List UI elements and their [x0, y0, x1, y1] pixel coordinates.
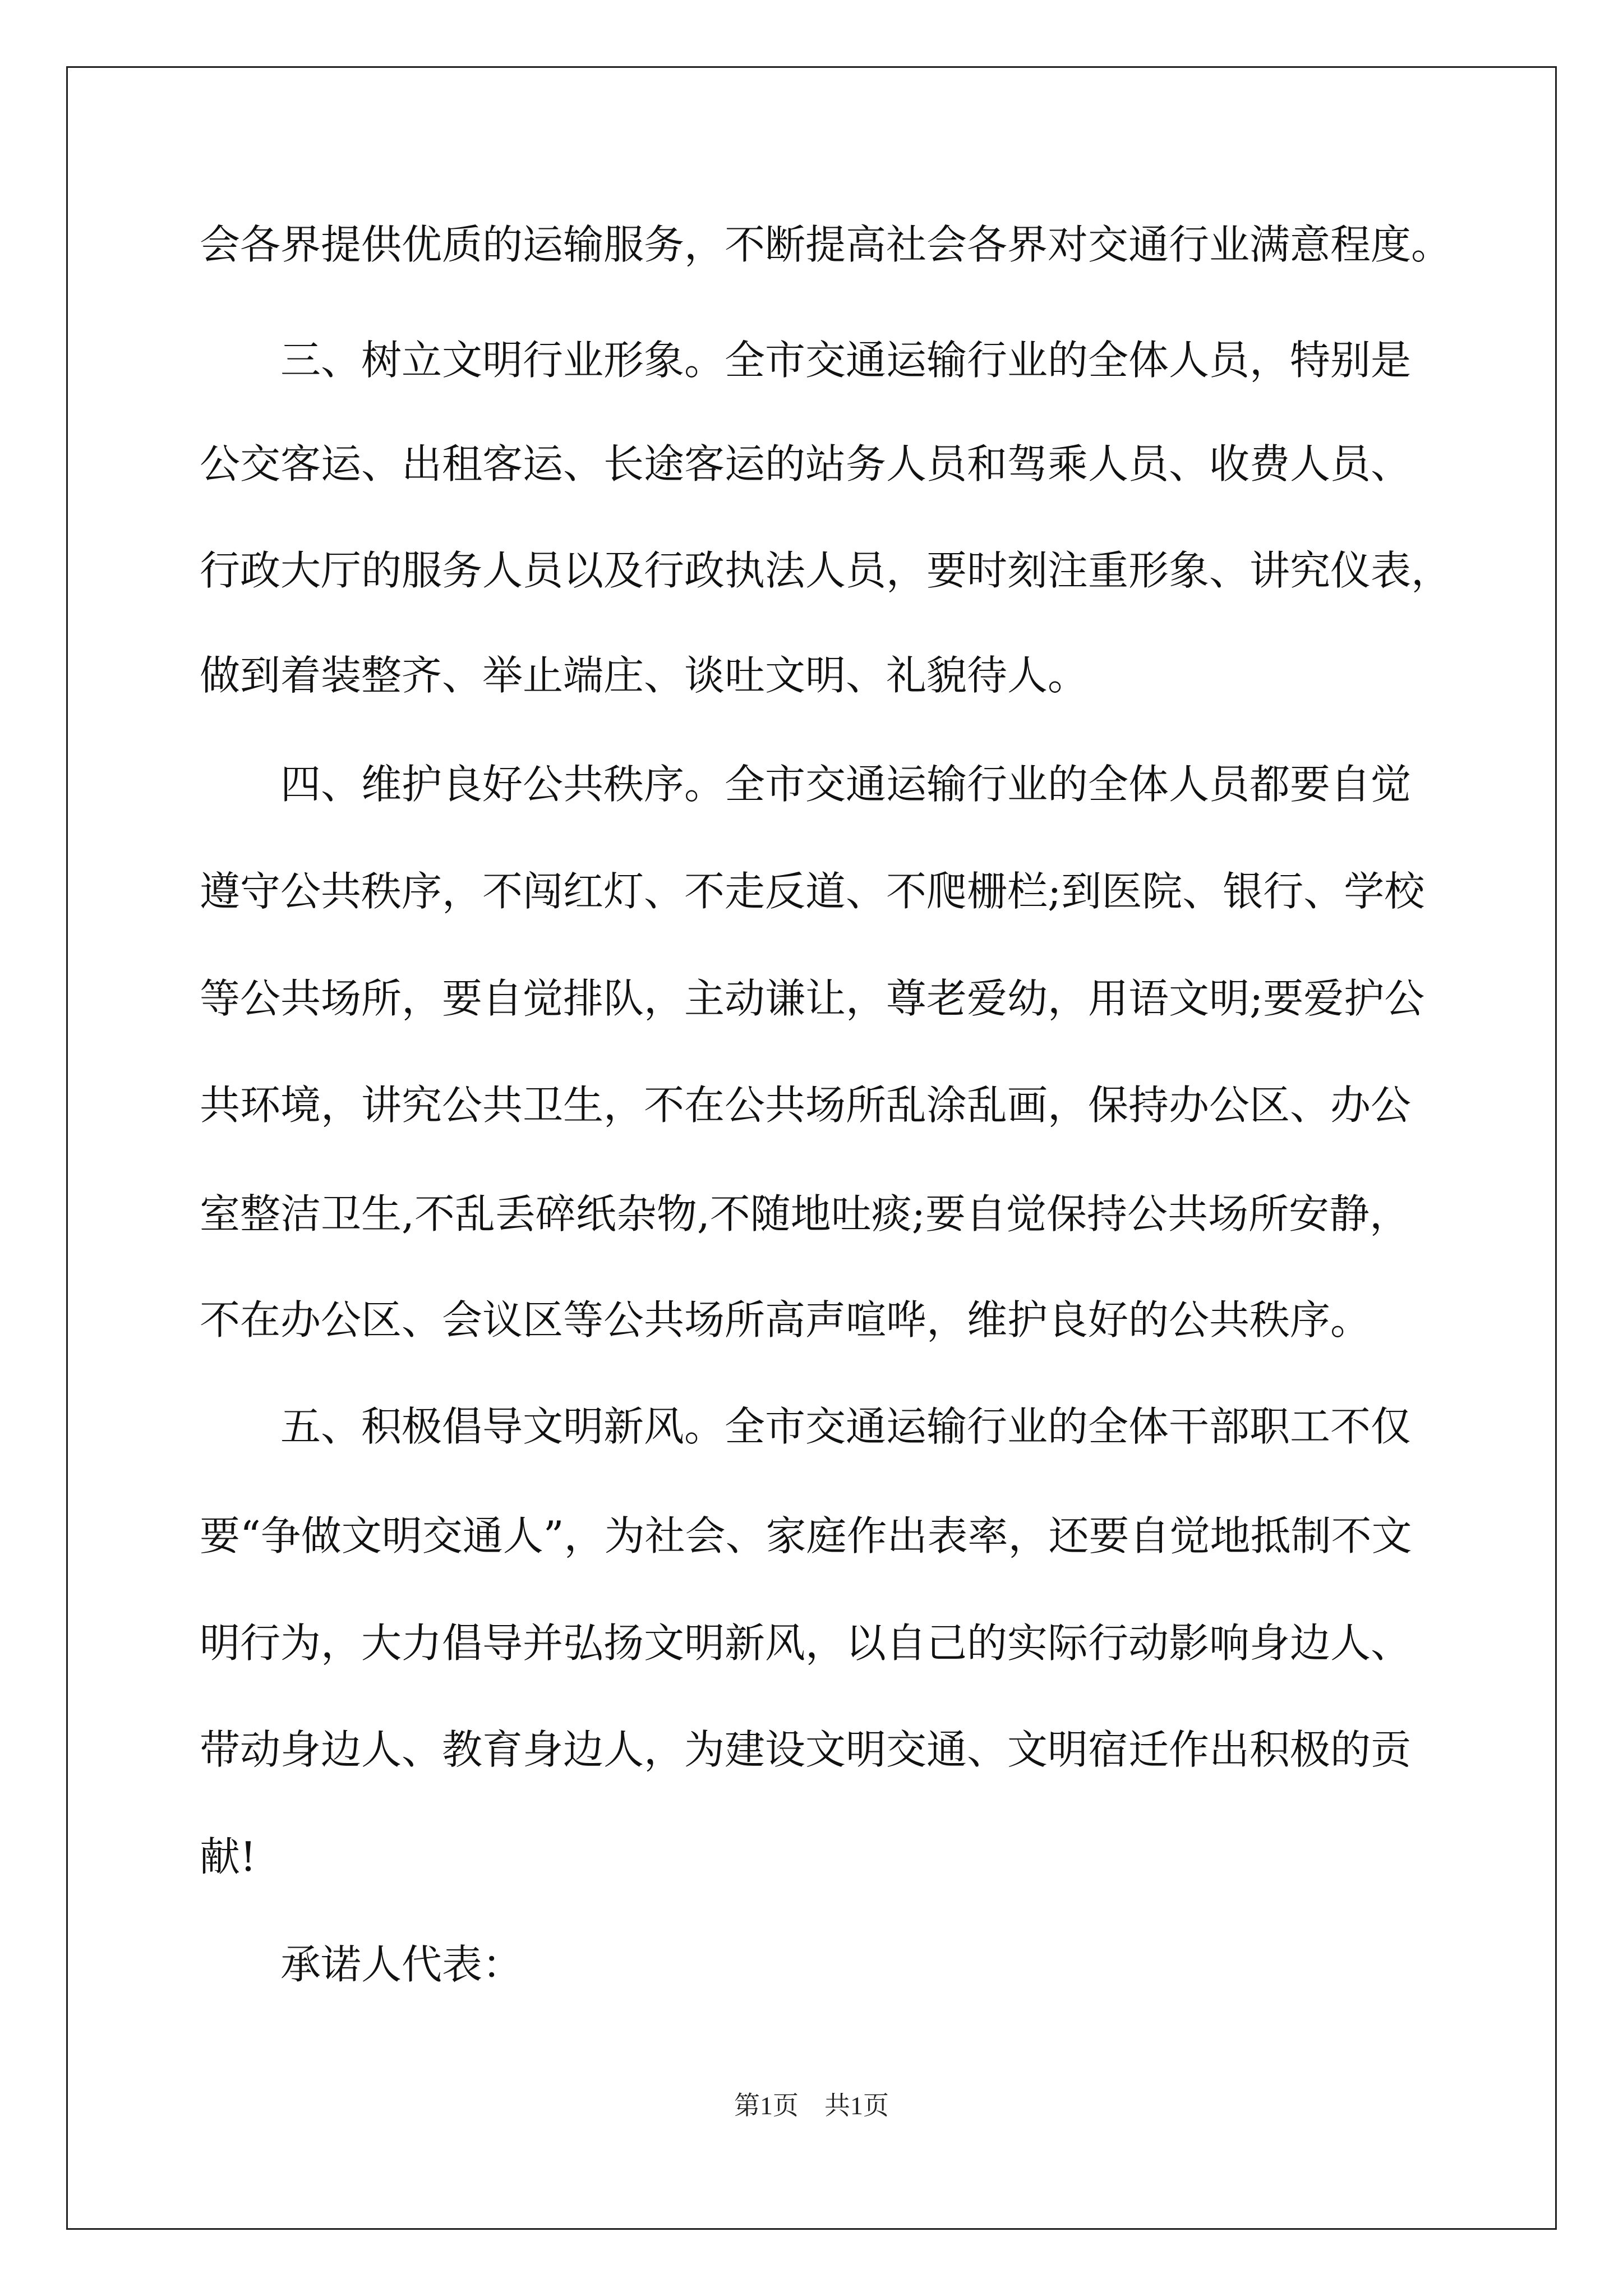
text-line: 行政大厅的服务人员以及行政执法人员，要时刻注重形象、讲究仪表， [200, 547, 1452, 594]
text-line: 不在办公区、会议区等公共场所高声喧哗，维护良好的公共秩序。 [200, 1296, 1371, 1343]
paragraph-4-start: 四、维护良好公共秩序。全市交通运输行业的全体人员都要自觉 [280, 761, 1412, 808]
text-line: 献! [200, 1833, 256, 1880]
text-line: 要“争做文明交通人”，为社会、家庭作出表率，还要自觉地抵制不文 [200, 1512, 1412, 1559]
paragraph-3-start: 三、树立文明行业形象。全市交通运输行业的全体人员，特别是 [280, 337, 1412, 384]
paragraph-5-start: 五、积极倡导文明新风。全市交通运输行业的全体干部职工不仅 [280, 1403, 1412, 1450]
signatory-label: 承诺人代表： [280, 1941, 523, 1988]
text-line: 明行为，大力倡导并弘扬文明新风，以自己的实际行动影响身边人、 [200, 1619, 1412, 1667]
page-number-footer: 第1页 共1页 [734, 2091, 889, 2120]
page-border [66, 66, 1557, 2230]
text-line: 共环境，讲究公共卫生，不在公共场所乱涂乱画，保持办公区、办公 [200, 1082, 1412, 1129]
text-line: 带动身边人、教育身边人，为建设文明交通、文明宿迁作出积极的贡 [200, 1726, 1412, 1773]
text-line: 室整洁卫生,不乱丢碎纸杂物,不随地吐痰;要自觉保持公共场所安静， [200, 1190, 1410, 1237]
text-line: 遵守公共秩序，不闯红灯、不走反道、不爬栅栏;到医院、银行、学校 [200, 868, 1425, 915]
text-line: 做到着装整齐、举止端庄、谈吐文明、礼貌待人。 [200, 652, 1089, 699]
text-line: 会各界提供优质的运输服务，不断提高社会各界对交通行业满意程度。 [200, 221, 1452, 268]
text-line: 等公共场所，要自觉排队，主动谦让，尊老爱幼，用语文明;要爱护公 [200, 975, 1425, 1022]
text-line: 公交客运、出租客运、长途客运的站务人员和驾乘人员、收费人员、 [200, 440, 1412, 487]
